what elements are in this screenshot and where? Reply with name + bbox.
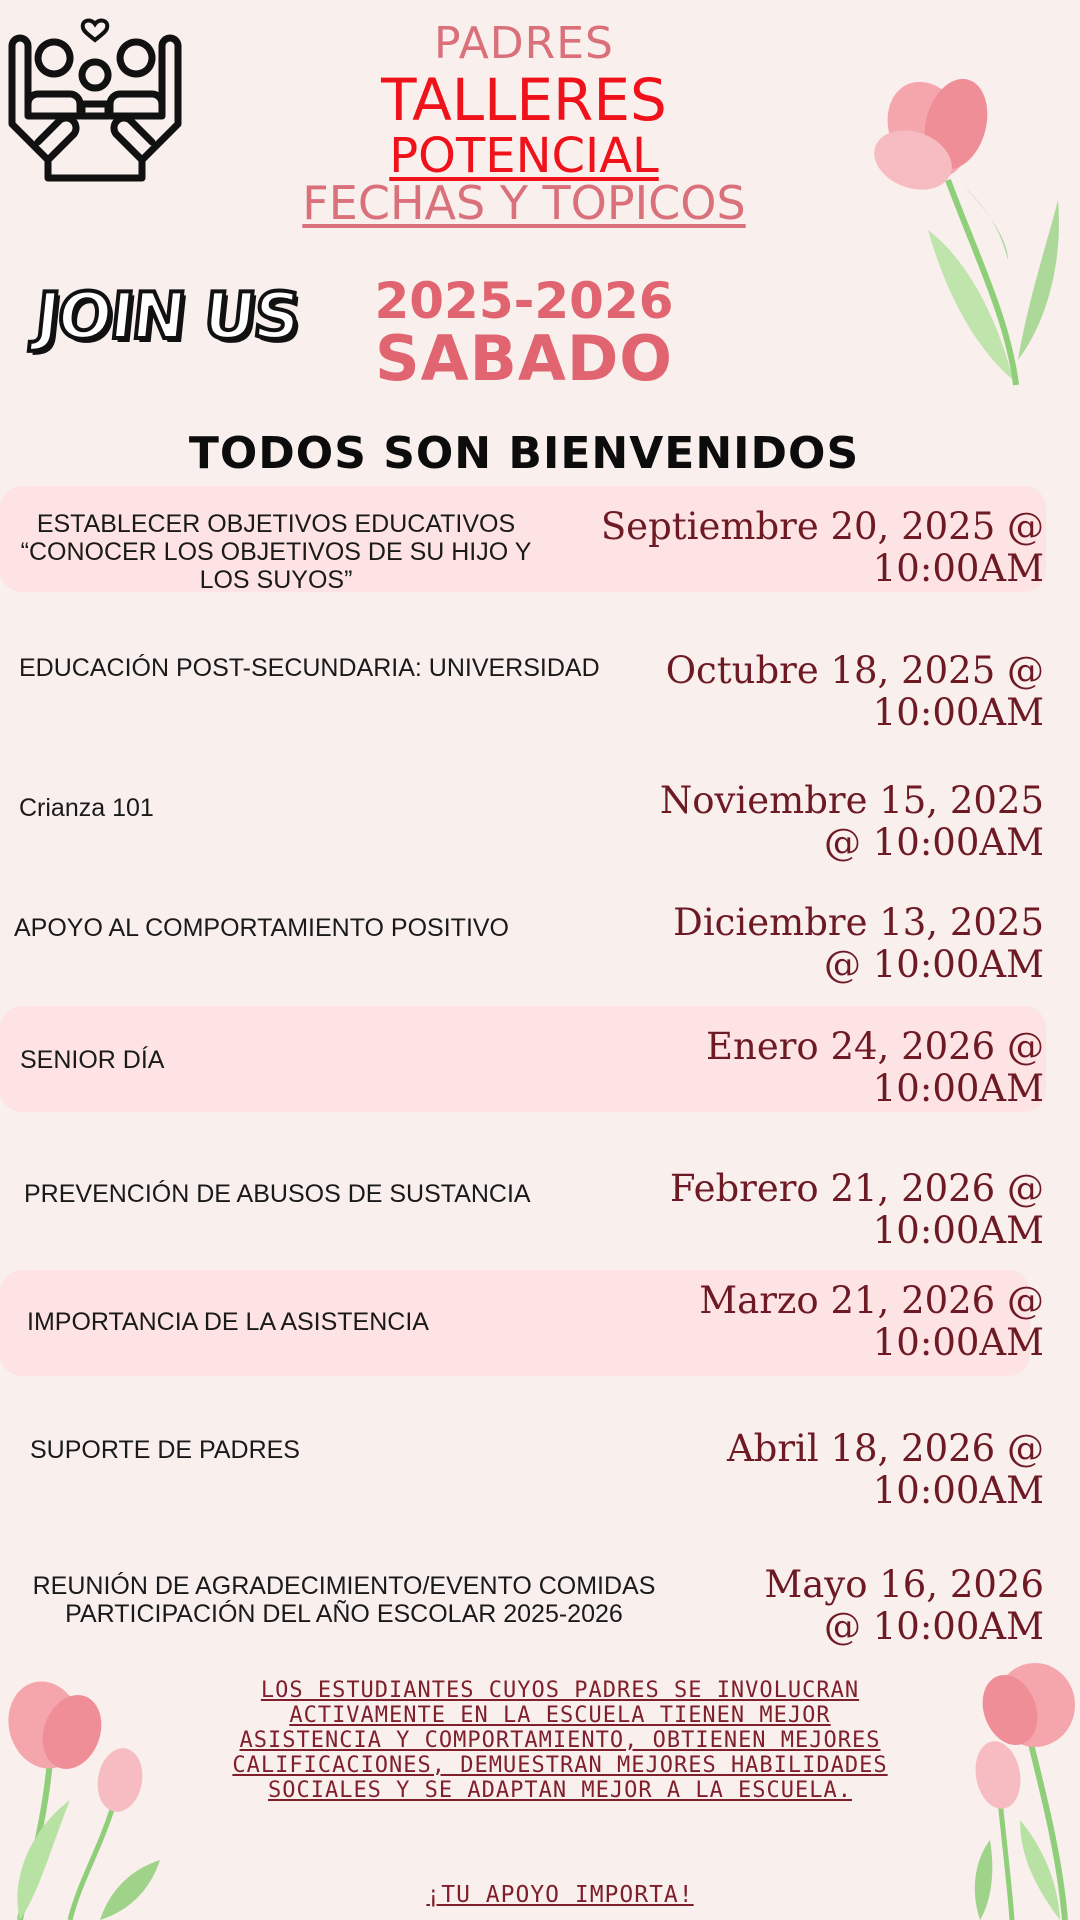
header-talleres: TALLERES xyxy=(381,66,667,134)
workshop-topic: PREVENCIÓN DE ABUSOS DE SUSTANCIA xyxy=(24,1180,531,1208)
workshop-date: Octubre 18, 2025 @ 10:00AM xyxy=(665,649,1044,734)
workshop-date: Septiembre 20, 2025 @ 10:00AM xyxy=(600,505,1044,590)
workshop-date: Diciembre 13, 2025 @ 10:00AM xyxy=(673,901,1044,986)
workshop-topic: APOYO AL COMPORTAMIENTO POSITIVO xyxy=(14,914,510,942)
workshop-topic: IMPORTANCIA DE LA ASISTENCIA xyxy=(27,1308,429,1336)
workshop-topic: EDUCACIÓN POST-SECUNDARIA: UNIVERSIDAD xyxy=(19,654,600,682)
workshop-date: Abril 18, 2026 @ 10:00AM xyxy=(726,1427,1044,1512)
workshop-date: Mayo 16, 2026 @ 10:00AM xyxy=(764,1563,1044,1648)
tulip-bottom-left xyxy=(0,1680,170,1920)
school-year: 2025-2026 xyxy=(374,272,674,330)
join-us-sticker: JOIN US xyxy=(32,280,302,354)
workshop-date: Enero 24, 2026 @ 10:00AM xyxy=(706,1025,1044,1110)
workshop-topic: REUNIÓN DE AGRADECIMIENTO/EVENTO COMIDAS PARTICIPACIÓN DEL AÑO ESCOLAR 2025-2026 xyxy=(32,1572,656,1628)
workshop-date: Febrero 21, 2026 @ 10:00AM xyxy=(669,1167,1044,1252)
day-sabado: SABADO xyxy=(374,322,674,395)
footer-message: LOS ESTUDIANTES CUYOS PADRES SE INVOLUCRAN ACTIVAMENTE EN LA ESCUELA TIENEN MEJOR ASISTENCIA Y COMPORTAMIENTO, OBTIENEN MEJORES CALIFICACIONES, DEMUESTRAN MEJORES HABILIDADES SOCIALES Y SE ADAPTAN MEJOR A LA ESCUELA. xyxy=(232,1678,888,1803)
workshop-topic: ESTABLECER OBJETIVOS EDUCATIVOS “CONOCER LOS OBJETIVOS DE SU HIJO Y LOS SUYOS” xyxy=(20,510,532,594)
header-padres: PADRES xyxy=(433,18,614,69)
workshop-topic: SUPORTE DE PADRES xyxy=(30,1436,300,1464)
tulip-bottom-right xyxy=(950,1650,1080,1920)
workshop-topic: SENIOR DÍA xyxy=(20,1046,165,1074)
welcome-heading: TODOS SON BIENVENIDOS xyxy=(188,428,860,479)
workshop-topic: Crianza 101 xyxy=(19,794,154,822)
workshop-date: Marzo 21, 2026 @ 10:00AM xyxy=(699,1279,1044,1364)
support-tagline: ¡TU APOYO IMPORTA! xyxy=(426,1882,694,1908)
header-potencial: POTENCIAL xyxy=(389,128,659,184)
workshop-date: Noviembre 15, 2025 @ 10:00AM xyxy=(659,779,1044,864)
header-fechas-y-topicos: FECHAS Y TOPICOS xyxy=(302,176,746,230)
